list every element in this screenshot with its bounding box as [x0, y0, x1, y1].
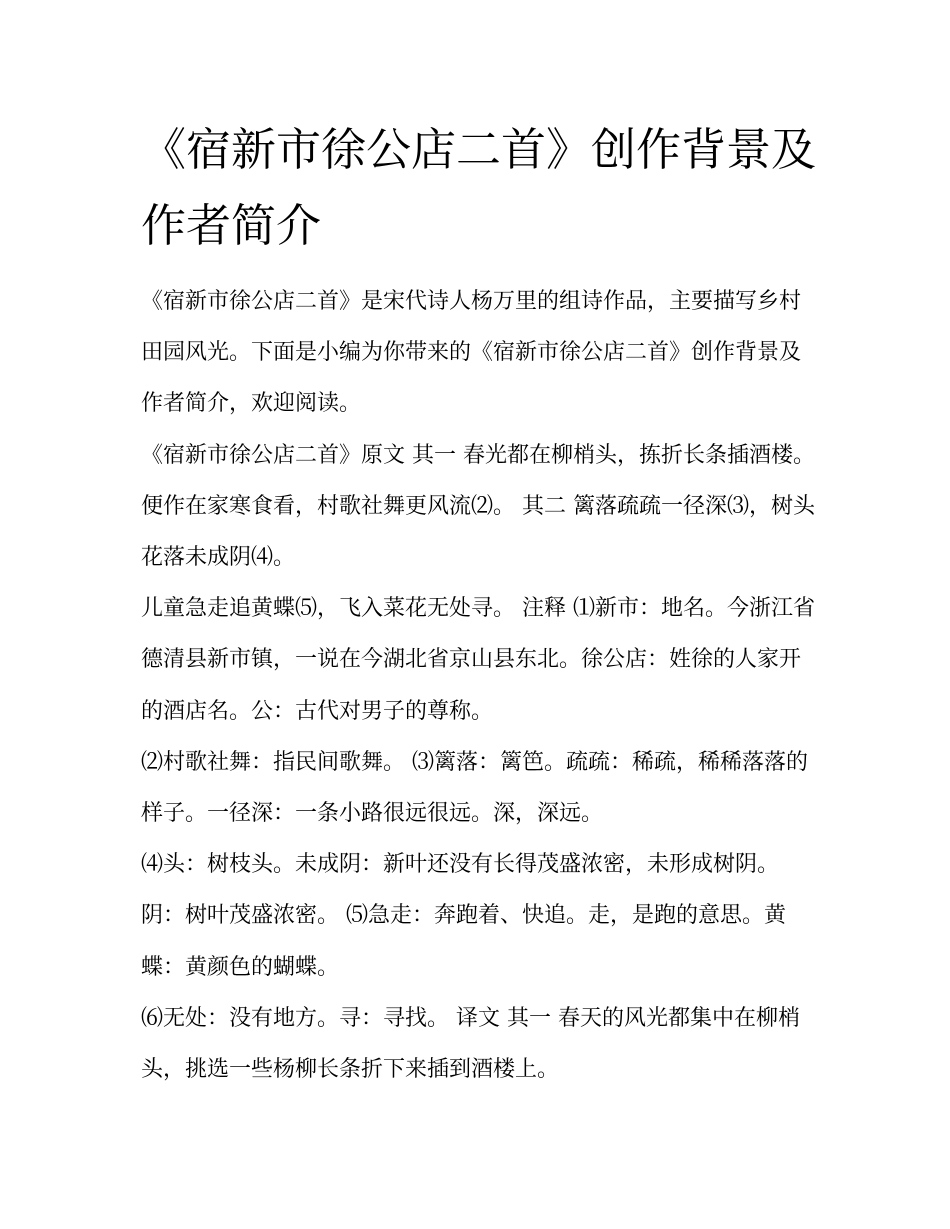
- paragraph-translation: ⑹无处：没有地方。寻：寻找。 译文 其一 春天的风光都集中在柳梢头，挑选一些杨柳长条折下来插到酒楼上。: [141, 1005, 800, 1083]
- paragraph-notes-1: 儿童急走追黄蝶⑸，飞入菜花无处寻。 注释 ⑴新市：地名。今浙江省德清县新市镇，一说在今湖北省京山县东北。徐公店：姓徐的人家开的酒店名。公：古代对男子的尊称。: [141, 596, 815, 724]
- paragraph-original-text: 《宿新市徐公店二首》原文 其一 春光都在柳梢头，拣折长条插酒楼。 便作在家寒食看，村歌社舞更风流⑵。 其二 篱落疏疏一径深⑶，树头花落未成阴⑷。: [141, 442, 815, 571]
- paragraph-notes-3: ⑷头：树枝头。未成阴：新叶还没有长得茂盛浓密，未形成树阴。阴：树叶茂盛浓密。 ⑸急走：奔跑着、快追。走，是跑的意思。黄蝶：黄颜色的蝴蝶。: [141, 852, 786, 980]
- paragraph-intro: 《宿新市徐公店二首》是宋代诗人杨万里的组诗作品，主要描写乡村田园风光。下面是小编为你带来的《宿新市徐公店二首》创作背景及作者简介，欢迎阅读。: [141, 289, 802, 417]
- document-title: 《宿新市徐公店二首》创作背景及作者简介: [141, 123, 817, 252]
- document-body: [141, 276, 821, 1095]
- paragraph-notes-2: ⑵村歌社舞：指民间歌舞。 ⑶篱落：篱笆。疏疏：稀疏，稀稀落落的样子。一径深：一条小路很远很远。深，深远。: [141, 749, 808, 827]
